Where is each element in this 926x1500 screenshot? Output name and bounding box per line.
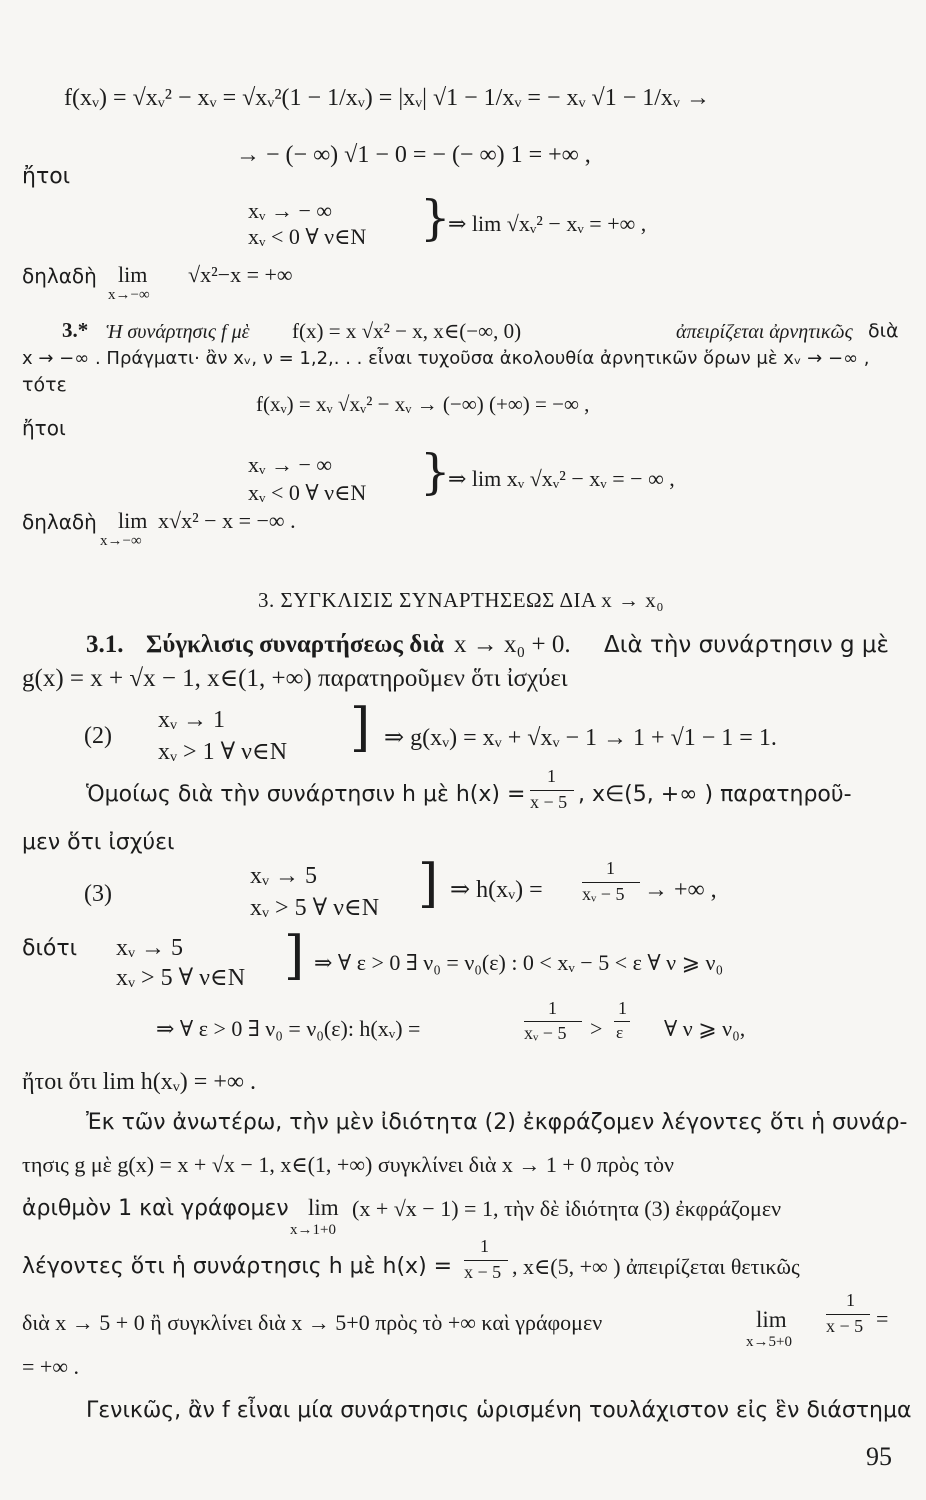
eq3-result-b: → +∞ , (644, 877, 717, 903)
paragraph-line5-lim-sub: x→5+0 (746, 1334, 792, 1350)
ex3-condition-2: xᵥ < 0 ∀ ν∈N (248, 480, 367, 505)
eq2-label: (2) (84, 723, 112, 749)
eq3-brace: ] (418, 854, 439, 914)
ex2-equation-line1: f(xᵥ) = √xᵥ² − xᵥ = √xᵥ²(1 − 1/xᵥ) = |xᵥ| √1 − 1/xᵥ = − xᵥ √1 − 1/xᵥ → (64, 85, 710, 111)
ex3-condition-1: xᵥ → − ∞ (248, 452, 333, 477)
dioti-brace: ] (284, 926, 305, 986)
ex3-lim: lim (118, 508, 148, 533)
paragraph-line5-frac-num: 1 (846, 1290, 855, 1310)
paragraph-line3-lim-sub: x→1+0 (290, 1222, 336, 1238)
eq3-frac-num: 1 (606, 858, 615, 878)
ex2-conclusion: √x²−x = +∞ (188, 262, 293, 287)
ex3-diverges-neg: ἀπειρίζεται ἀρνητικῶς (676, 321, 853, 343)
ex3-number: 3.* (62, 318, 89, 342)
ex3-line2: x → −∞ . Πράγματι· ἂν xᵥ, ν = 1,2,. . . εἶναι τυχοῦσα ἀκολουθία ἀρνητικῶν ὅρων μὲ xᵥ → −∞ , (22, 348, 870, 369)
ex2-result: ⇒ lim √xᵥ² − xᵥ = +∞ , (448, 211, 647, 236)
paragraph-line5-b: = (876, 1306, 889, 1331)
paragraph-line4-frac-den: x − 5 (464, 1262, 502, 1282)
ex3-dilad: δηλαδὴ (22, 510, 97, 534)
paragraph-line6: = +∞ . (22, 1354, 79, 1379)
paragraph-line3-b: (x + √x − 1) = 1, τὴν δὲ ἰδιότητα (3) ἐκφράζομεν (352, 1196, 782, 1221)
omoios-frac-num: 1 (547, 766, 556, 786)
subsection-number: 3.1. (86, 631, 124, 658)
ex2-lim-subscript: x→−∞ (108, 287, 150, 303)
ex2-equation-line2: → − (− ∞) √1 − 0 = − (− ∞) 1 = +∞ , (236, 142, 591, 168)
omoios-frac-bar (530, 790, 574, 791)
eq2-brace: ] (350, 698, 371, 758)
paragraph-line3-lim: lim (308, 1195, 339, 1220)
ex2-lim: lim (118, 262, 148, 287)
ex2-itoi: ἤτοι (22, 164, 71, 189)
section-heading: 3. ΣΥΓΚΛΙΣΙΣ ΣΥΝΑΡΤΗΣΕΩΣ ΔΙΑ x → x₀ (258, 588, 665, 612)
ex3-lim-subscript: x→−∞ (100, 533, 142, 549)
omoios-line-b: , x∈(5, +∞ ) παρατηροῦ- (578, 782, 852, 807)
eq3-condition-2: xᵥ > 5 ∀ ν∈N (250, 895, 380, 921)
dioti: διότι (22, 936, 78, 961)
dioti-gt: > (590, 1016, 603, 1041)
eq2-condition-1: xᵥ → 1 (158, 707, 226, 733)
paragraph-line1: Ἐκ τῶν ἀνωτέρω, τὴν μὲν ἰδιότητα (2) ἐκφράζομεν λέγοντες ὅτι ἡ συνάρ- (86, 1110, 908, 1135)
ex3-equation: f(xᵥ) = xᵥ √xᵥ² − xᵥ → (−∞) (+∞) = −∞ , (256, 392, 590, 416)
omoios-line-a: Ὁμοίως διὰ τὴν συνάρτησιν h μὲ h(x) = (86, 782, 526, 807)
ex2-condition-2: xᵥ < 0 ∀ ν∈N (248, 224, 367, 249)
dioti-line2-c: ∀ ν ⩾ ν₀, (664, 1016, 746, 1041)
paragraph-line4-b: , x∈(5, +∞ ) ἀπειρίζεται θετικῶς (512, 1254, 800, 1279)
g-definition-line: g(x) = x + √x − 1, x∈(1, +∞) παρατηροῦμεν ὅτι ἰσχύει (22, 665, 568, 692)
omoios-frac-den: x − 5 (530, 792, 568, 812)
paragraph-line4-a: λέγοντες ὅτι ἡ συνάρτησις h μὲ h(x) = (22, 1254, 453, 1279)
subsection-title: Σύγκλισις συναρτήσεως διὰ (146, 631, 444, 658)
dioti-frac2-den: ε (616, 1023, 624, 1042)
dioti-frac1-den: xᵥ − 5 (524, 1023, 567, 1043)
subsection-math: x → x₀ + 0. (454, 631, 571, 658)
ex3-result: ⇒ lim xᵥ √xᵥ² − xᵥ = − ∞ , (448, 466, 675, 491)
itoi-lim-line: ἤτοι ὅτι lim h(xᵥ) = +∞ . (22, 1069, 256, 1095)
paragraph-line5-lim: lim (756, 1307, 787, 1332)
ex3-itoi: ἤτοι (22, 416, 66, 440)
paragraph-line5-frac-bar (826, 1314, 870, 1315)
subsection-rest: Διὰ τὴν συνάρτησιν g μὲ (604, 632, 889, 658)
dioti-condition-2: xᵥ > 5 ∀ ν∈N (116, 965, 246, 991)
ex3-function-def: f(x) = x √x² − x, x∈(−∞, 0) (292, 319, 522, 343)
dioti-frac2-bar (614, 1021, 630, 1022)
page-number: 95 (866, 1442, 892, 1471)
ex3-intro: Ἡ συνάρτησις f μὲ (106, 321, 250, 343)
paragraph-line4-frac-num: 1 (480, 1236, 489, 1256)
paragraph-line7: Γενικῶς, ἂν f εἶναι μία συνάρτησις ὡρισμένη τουλάχιστον εἰς ἓν διάστημα (86, 1398, 912, 1423)
paragraph-line4-frac-bar (464, 1260, 508, 1261)
ex2-condition-1: xᵥ → − ∞ (248, 198, 333, 223)
ex3-dia: διὰ (868, 320, 899, 342)
paragraph-line3-a: ἀριθμὸν 1 καὶ γράφομεν (22, 1196, 289, 1221)
paragraph-line5-a: διὰ x → 5 + 0 ἢ συγκλίνει διὰ x → 5+0 πρὸς τὸ +∞ καὶ γράφομεν (22, 1310, 603, 1335)
paragraph-line5-frac-den: x − 5 (826, 1316, 864, 1336)
dioti-frac1-num: 1 (548, 998, 557, 1018)
ex2-brace: } (420, 190, 451, 246)
dioti-line2-a: ⇒ ∀ ε > 0 ∃ ν₀ = ν₀(ε): h(xᵥ) = (156, 1016, 421, 1041)
dioti-frac1-bar (524, 1021, 582, 1022)
eq3-result-a: ⇒ h(xᵥ) = (450, 877, 543, 903)
dioti-condition-1: xᵥ → 5 (116, 935, 184, 961)
eq3-label: (3) (84, 881, 112, 907)
ex3-tote: τότε (22, 374, 67, 396)
men-line: μεν ὅτι ἰσχύει (22, 830, 175, 855)
dioti-result: ⇒ ∀ ε > 0 ∃ ν₀ = ν₀(ε) : 0 < xᵥ − 5 < ε ∀ ν ⩾ ν₀ (314, 950, 724, 975)
ex2-dilad: δηλαδὴ (22, 264, 97, 288)
eq2-result: ⇒ g(xᵥ) = xᵥ + √xᵥ − 1 → 1 + √1 − 1 = 1. (384, 725, 777, 751)
eq3-frac-bar (582, 882, 640, 883)
eq3-frac-den: xᵥ − 5 (582, 884, 625, 904)
ex3-conclusion: x√x² − x = −∞ . (158, 508, 296, 533)
ex3-brace: } (420, 444, 451, 500)
eq3-condition-1: xᵥ → 5 (250, 863, 318, 889)
eq2-condition-2: xᵥ > 1 ∀ ν∈N (158, 739, 288, 765)
dioti-frac2-num: 1 (618, 998, 627, 1018)
paragraph-line2: τησις g μὲ g(x) = x + √x − 1, x∈(1, +∞) συγκλίνει διὰ x → 1 + 0 πρὸς τὸν (22, 1152, 674, 1177)
